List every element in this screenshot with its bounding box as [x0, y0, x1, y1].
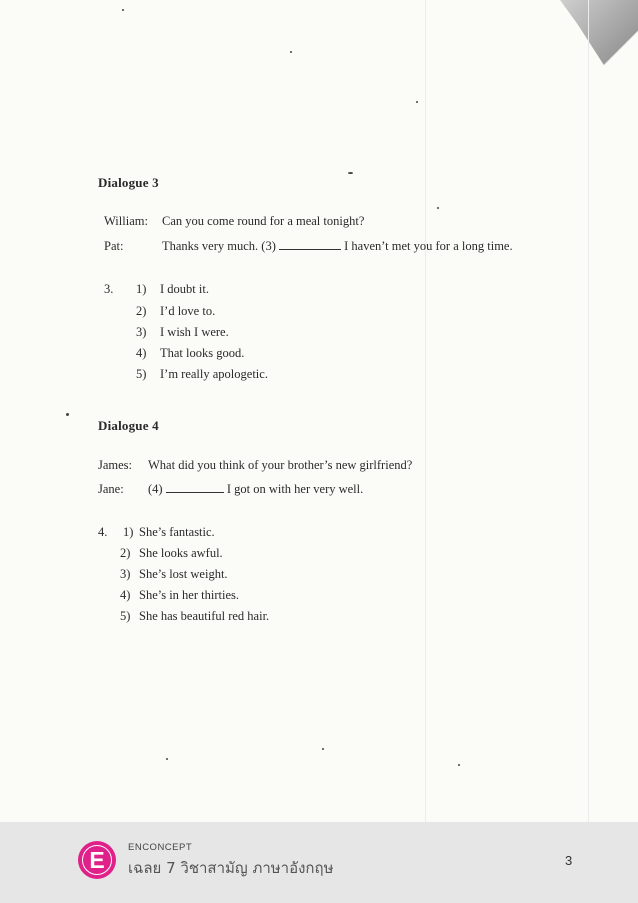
answer-blank-3: [279, 239, 341, 250]
dialogue-text: What did you think of your brother’s new girlfriend?: [148, 458, 413, 472]
scan-speck: [66, 413, 69, 416]
scan-speck: [290, 51, 292, 53]
option-4-4: 4) She’s in her thirties.: [120, 588, 239, 602]
speaker-label: Jane:: [98, 482, 124, 496]
page-number: 3: [565, 853, 573, 868]
folded-corner: [560, 0, 638, 118]
brand-name: ENCONCEPT: [128, 842, 193, 853]
option-3-3: 3) I wish I were.: [136, 325, 229, 339]
scan-line: [425, 0, 426, 822]
scan-speck: [166, 758, 168, 760]
option-3-1: 1) I doubt it.: [136, 282, 209, 296]
dialogue-3-line-william: [104, 214, 364, 229]
scan-speck: [348, 172, 353, 174]
answer-blank-4: [166, 482, 224, 493]
dialogue-3-line-pat: [104, 239, 513, 254]
dialogue-4-line-jane: [98, 482, 363, 497]
dialogue-4-heading: Dialogue 4: [98, 418, 159, 433]
scan-speck: [437, 207, 439, 209]
option-3-5: 5) I’m really apologetic.: [136, 367, 268, 381]
dialogue-text: I haven’t met you for a long time.: [344, 239, 513, 253]
enconcept-logo-icon: E: [78, 841, 116, 879]
scan-speck: [122, 9, 124, 11]
scan-speck: [416, 101, 418, 103]
scan-line: [588, 0, 589, 822]
dialogue-text: Can you come round for a meal tonight?: [162, 214, 365, 228]
dialogue-3-heading: Dialogue 3: [98, 175, 159, 190]
dialogue-text: Thanks very much. (3): [162, 239, 276, 253]
speaker-label: Pat:: [104, 239, 124, 253]
scan-speck: [322, 748, 324, 750]
dialogue-4-line-james: [98, 458, 412, 473]
question-4-number: 4.: [98, 525, 108, 539]
option-4-1: 1) She’s fantastic.: [123, 525, 215, 539]
speaker-label: William:: [104, 214, 148, 228]
option-3-2: 2) I’d love to.: [136, 304, 216, 318]
document-subtitle: เฉลย 7 วิชาสามัญ ภาษาอังกฤษ: [128, 859, 334, 877]
option-4-2: 2) She looks awful.: [120, 546, 223, 560]
scan-speck: [458, 764, 460, 766]
question-3-number: 3.: [104, 282, 114, 296]
option-4-5: 5) She has beautiful red hair.: [120, 609, 270, 623]
dialogue-text: (4): [148, 482, 163, 496]
option-3-4: 4) That looks good.: [136, 346, 245, 360]
footer-bar: [0, 822, 638, 903]
dialogue-text: I got on with her very well.: [226, 482, 364, 496]
option-4-3: 3) She’s lost weight.: [120, 567, 228, 581]
speaker-label: James:: [98, 458, 133, 472]
